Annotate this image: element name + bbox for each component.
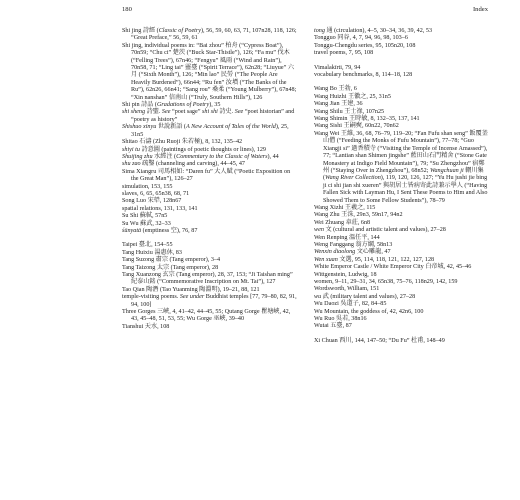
running-header <box>122 6 488 14</box>
index-entry: shiyi tu 詩意圖 (paintings of poetic thoughts or lines), 129 <box>122 146 266 153</box>
italic-term: wen <box>314 227 324 234</box>
index-entry: Tang Huixiu 湯惠休, 83 <box>122 249 182 256</box>
index-entry: Shitao 石濤 (Zhu Ruoji 朱若極), 8, 132, 135–42 <box>122 139 243 146</box>
index-column-left <box>122 28 298 345</box>
italic-term: Shuijing zhu <box>122 153 153 160</box>
index-entry: Tongguo 同谷, 4, 7, 94, 96, 98, 103–6 <box>314 35 408 42</box>
index-entry: wen 文 (cultural and artistic talent and values), 27–28 <box>314 227 446 234</box>
index-entry: Wang Wei 王維, 36, 68, 76–79, 119–20; “Fan Fufu shan seng” 飯覆釜山僧 (“Feeding the Monks of Fufu Mountain”), 77–78; “Guo Xiangji si” 過香積寺 (“Visiting the Temple of Incense Amassed”), 77; “Lantian shan Shimen jingshe” 藍田山石門精舍 (“Stone Gate Monastery at Indigo Field Mountain”), 79; “Su Zhengzhou” 宿鄭州 (“Staying Over in Zhengzhou”), 68n52; Wangchuan ji 輞川集 (Wang River Collection), 119, 120, 126, 127; “Yu Hu jushi jie bing ji ci shi jian shi xueren” 與胡居士皆病寄此詩兼示學人 (“Having Fallen Sick with Layman Hu, I Sent These Poems to Him and Also Showed Them to Some Fellow Students”), 78–79 <box>314 130 488 204</box>
index-entry: Shishuo xinyu 世說新語 (A New Account of Tales of the World), 25, 31n5 <box>122 124 289 138</box>
italic-term: Wang River Collection <box>325 175 381 182</box>
index-entry: Xi Chuan 西川, 144, 147–50; “Du Fu” 杜甫, 148–49 <box>314 337 445 344</box>
index-column-right <box>314 28 490 345</box>
index-entry: Wang Huizhi 王徽之, 25, 31n5 <box>314 93 391 100</box>
index-entry: Wang Zhu 王洙, 29n3, 59n17, 94n2 <box>314 212 403 219</box>
index-entry: Shi pin 詩品 (Gradations of Poetry), 35 <box>122 102 221 109</box>
index-entry: Wang Bo 王勃, 6 <box>314 86 357 93</box>
index-entry: Tang Xuanzong 玄宗 (Tang emperor), 28, 37, 153; “Ji Taishan ming” 紀泰山銘 (“Commemorative Inscription on Mt. Tai”), 127 <box>122 272 293 286</box>
index-entry: Wang Xizhi 王羲之, 115 <box>314 204 376 211</box>
index-entry: Sima Xiangru 司馬相如: “Daren fu” 大人賦 (“Poetic Exposition on the Great Man”), 126–27 <box>122 168 291 183</box>
index-entry: Wang Shilu 王士祿, 107n25 <box>314 108 385 115</box>
index-entry: vocabulary benchmarks, 8, 114–18, 128 <box>314 72 413 79</box>
index-entry: travel poems, 7, 95, 108 <box>314 50 374 57</box>
italic-term: See <box>234 109 244 116</box>
italic-term: Shishuo xinyu <box>122 124 157 131</box>
index-entry: women, 9–11, 29–31, 34, 65n38, 75–76, 118n29, 142, 159 <box>314 279 458 285</box>
index-entry: Wei Zhuang 韋莊, 6n8 <box>314 219 371 226</box>
index-entry: Wu Daozi 吳道子, 82, 84–85 <box>314 301 387 308</box>
index-entry: Three Gorges 三峽, 4, 41–42, 44–45, 55; Qutang Gorge 瞿塘峽, 42, 43, 45–48, 51, 53, 55; Wu Gorge 巫峽, 39–40 <box>122 309 291 323</box>
index-entry: Shi jing 詩經 (Classic of Poetry), 56, 59, 60, 63, 71, 107n28, 118, 126; “Great Preface,” 56, 59, 61 <box>122 28 297 42</box>
index-entry: Song Luo 宋犖, 128n67 <box>122 198 182 205</box>
italic-term: śūnyatā <box>122 227 142 234</box>
index-entry: Shi jing, individual poems in: “Bai zhou” 柏舟 (“Cypress Boat”), 70n59; “Chu ci” 楚茨 (“Buck Star-Thistle”), 126; “Fa mu” 伐木 (“Felling Trees”), 67n46; “Fengyu” 風雨 (“Wind and Rain”), 70n58, 71; “Ling tai” 靈臺 (“Spirit Terrace”), 62n28; “Liuyue” 六月 (“Sixth Month”), 126; “Min lao” 民勞 (“The People Are Heavily Burdened”), 66n44; “Ru fen” 汝墳 (“The Banks of the Ru”), 62n26, 66n41; “Sang rou” 桑柔 (“Young Mulberry”), 67n48; “Xin nanshan” 信南山 (“Truly, Southern Hills”), 126 <box>122 42 297 101</box>
italic-term: Commentary to the Classic of Waters <box>176 153 268 160</box>
index-columns <box>122 28 490 345</box>
index-entry: Wen xuan 文選, 95, 114, 118, 121, 122, 127, 128 <box>314 256 435 263</box>
index-entry: Taipei 臺北, 154–55 <box>122 242 173 249</box>
italic-term: shi sheng <box>122 109 146 116</box>
index-entry: tong 通 (circulation), 4–5, 30–34, 36, 39, 42, 53 <box>314 28 433 34</box>
index-entry: temple-visiting poems. See under Buddhist temples [77, 79–80, 82, 91, 94, 100] <box>122 294 297 308</box>
index-entry: Wang Sishi 王嗣奭, 60n22, 70n62 <box>314 123 399 130</box>
italic-term: Classic of Poetry <box>158 28 201 34</box>
index-entry: wu 武 (military talent and values), 27–28 <box>314 293 416 300</box>
index-entry: śūnyatā (emptiness 空), 76, 87 <box>122 227 198 234</box>
italic-term: shi shi <box>202 109 218 116</box>
index-entry: Wutai 五臺, 87 <box>314 323 352 330</box>
index-entry: Wang Jian 王建, 36 <box>314 101 363 108</box>
section-title: Index <box>472 6 488 13</box>
italic-term: A New Account of Tales of the World <box>185 124 276 131</box>
italic-term: shu zao <box>122 161 141 168</box>
italic-term: tong <box>314 28 325 34</box>
index-entry: White Emperor Castle / White Emperor City 白帝城, 42, 45–46 <box>314 264 472 271</box>
italic-term: See <box>161 109 171 116</box>
italic-term: Gradations of Poetry <box>156 102 210 109</box>
index-entry: Vimalakīrti, 79, 94 <box>314 64 361 71</box>
index-entry: Tianshui 天水, 108 <box>122 323 170 330</box>
index-entry: Wittgenstein, Ludwig, 18 <box>314 271 377 278</box>
index-entry: shi sheng 詩聖. See “poet sage” shi shi 詩史. See “poet historian” and “poetry as history” <box>122 109 295 123</box>
italic-term: Wangchuan ji <box>429 167 464 174</box>
index-entry: Wordsworth, William, 151 <box>314 286 380 293</box>
letter-gap <box>314 331 490 338</box>
index-entry: spatial relations, 131, 133, 141 <box>122 205 198 212</box>
index-entry: Su Shi 蘇軾, 57n5 <box>122 213 168 220</box>
index-entry: Tang Suzong 肅宗 (Tang emperor), 3–4 <box>122 257 221 264</box>
italic-term: shiyi tu <box>122 146 140 153</box>
italic-term: Wen xuan <box>314 256 338 263</box>
index-entry: shu zao 疏鑿 (channeling and carving), 44–45, 47 <box>122 161 245 168</box>
index-entry: Tao Qian 陶潛 (Tao Yuanming 陶淵明), 19–21, 88, 121 <box>122 286 260 293</box>
index-entry: Wang Shimin 王時敏, 8, 132–35, 137, 141 <box>314 116 420 123</box>
index-entry: Wu Ruo 吳若, 38n16 <box>314 316 367 323</box>
index-entry: Shuijing zhu 水經注 (Commentary to the Classic of Waters), 44 <box>122 153 279 160</box>
index-entry: Tonggu-Chengdu series, 95, 105n20, 108 <box>314 42 416 49</box>
italic-term: wu <box>314 293 322 300</box>
index-entry: Wenxin diaolong 文心雕龍, 47 <box>314 249 391 256</box>
index-entry: Weng Fanggang 翁方綱, 58n13 <box>314 241 393 248</box>
italic-term: See under <box>179 294 205 301</box>
page-number: 180 <box>122 6 132 13</box>
letter-gap <box>314 58 490 65</box>
index-entry: Su Wu 蘇武, 32–33 <box>122 220 171 227</box>
index-entry: simulation, 153, 155 <box>122 183 173 190</box>
italic-term: Wenxin diaolong <box>314 249 356 256</box>
index-entry: Wu Mountain, the goddess of, 42, 42n6, 100 <box>314 308 424 315</box>
index-entry: slaves, 6, 65, 65n38, 68, 71 <box>122 190 190 197</box>
index-entry: Wen Renping 溫任平, 144 <box>314 234 380 241</box>
index-entry: Tang Taizong 太宗 (Tang emperor), 28 <box>122 264 219 271</box>
